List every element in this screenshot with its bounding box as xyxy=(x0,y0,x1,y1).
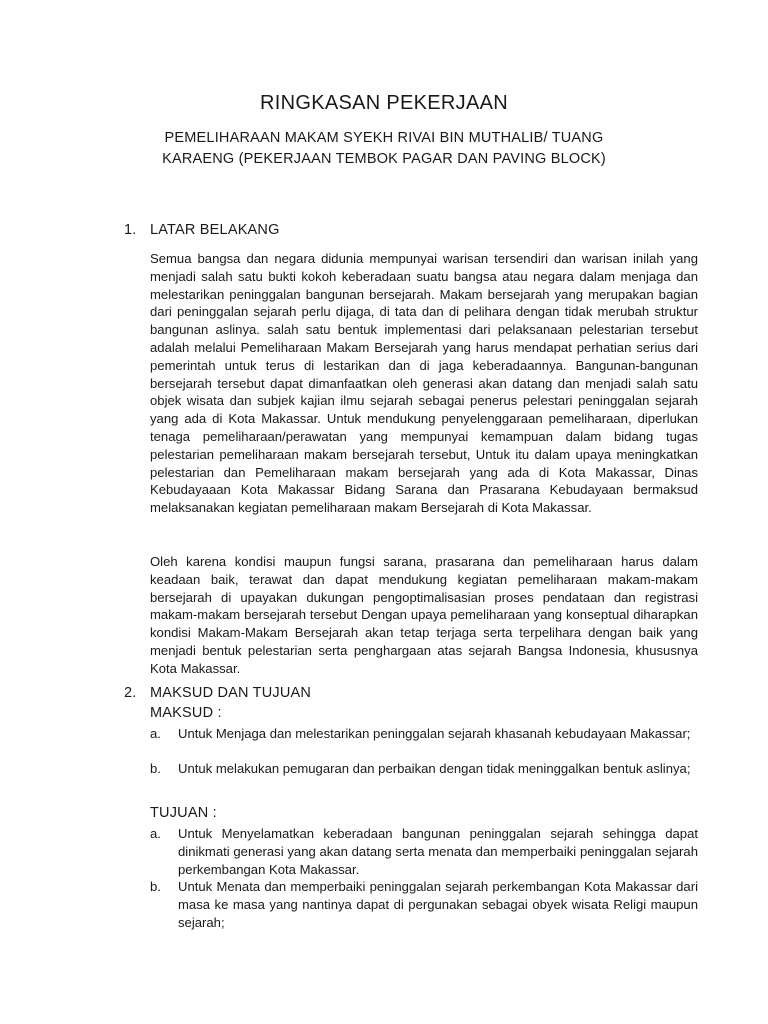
list-marker: b. xyxy=(150,879,161,894)
list-marker: a. xyxy=(150,826,161,841)
maksud-item-b xyxy=(150,760,698,778)
section-1-paragraph-1: Semua bangsa dan negara didunia mempunyai warisan tersendiri dan warisan inilah yang menjadi salah satu bukti kokoh keberadaan suatu bangsa atau negara dalam menjaga dan melestarikan peninggalan bangunan bersejarah. Makam bersejarah yang merupakan bagian dari peninggalan sejarah perlu dijaga, di tata dan di pelihara dengan tidak merubah struktur bangunan aslinya. salah satu bentuk implementasi dari pelaksanaan pelestarian tersebut adalah melalui Pemeliharaan Makam Bersejarah yang harus mendapat perhatian serius dari pemerintah untuk terus di lestarikan dan di jaga keberadaannya. Bangunan-bangunan bersejarah tersebut dapat dimanfaatkan oleh generasi akan datang dan menjadi salah satu objek wisata dan subjek kajian ilmu sejarah sebagai penerus pelestari peninggalan sejarah yang ada di Kota Makassar. Untuk mendukung penyelenggaraan pemeliharaan, diperlukan tenaga pemeliharaan/perawatan yang mempunyai kemampuan dalam bidang tugas pelestarian pemeliharaan makam bersejarah tersebut, Untuk itu dalam upaya meningkatkan pelestarian dan Pemeliharaan makam bersejarah yang ada di Kota Makassar, Dinas Kebudayaaan Kota Makassar Bidang Sarana dan Prasarana Kebudayaan bermaksud melaksanakan kegiatan pemeliharaan makam Bersejarah di Kota Makassar. xyxy=(150,251,698,516)
list-marker: b. xyxy=(150,761,161,776)
section-2-number: 2. xyxy=(124,685,137,701)
list-item-text: Untuk Menata dan memperbaiki peninggalan sejarah perkembangan Kota Makassar dari masa ke masa yang nantinya dapat di pergunakan sebagai obyek wisata Religi maupun sejarah; xyxy=(178,879,698,930)
list-marker: a. xyxy=(150,726,161,741)
document-title: RINGKASAN PEKERJAAN xyxy=(260,92,508,114)
maksud-label: MAKSUD : xyxy=(150,705,222,721)
section-1-number: 1. xyxy=(124,222,137,238)
section-1-paragraph-2: Oleh karena kondisi maupun fungsi sarana, prasarana dan pemeliharaan harus dalam keadaan baik, terawat dan dapat mendukung kegiatan pemeliharaan makam-makam bersejarah di upayakan dukungan pengoptimalisasian proses pendataan dan registrasi makam-makam bersejarah tersebut Dengan upaya pemeliharaan yang konseptual diharapkan kondisi Makam-Makam Bersejarah akan tetap terjaga serta terpelihara dengan baik yang menjadi bentuk pelestarian serta penghargaan atas sejarah Bangsa Indonesia, khususnya Kota Makassar. xyxy=(150,554,698,676)
section-1-title: LATAR BELAKANG xyxy=(150,222,280,238)
list-item-text: Untuk Menjaga dan melestarikan peninggalan sejarah khasanah kebudayaan Makassar; xyxy=(178,726,691,741)
section-2-title: MAKSUD DAN TUJUAN xyxy=(150,685,312,701)
tujuan-item-a xyxy=(150,825,698,878)
maksud-item-a xyxy=(150,725,698,743)
tujuan-item-b xyxy=(150,878,698,931)
document-subtitle: PEMELIHARAAN MAKAM SYEKH RIVAI BIN MUTHALIB/ TUANG KARAENG (PEKERJAAN TEMBOK PAGAR DAN PAVING BLOCK) xyxy=(162,130,606,167)
list-item-text: Untuk Menyelamatkan keberadaan bangunan peninggalan sejarah sehingga dapat dinikmati generasi yang akan datang serta menata dan memperbaiki peninggalan sejarah perkembangan Kota Makassar. xyxy=(178,826,698,877)
list-item-text: Untuk melakukan pemugaran dan perbaikan dengan tidak meninggalkan bentuk aslinya; xyxy=(178,761,691,776)
tujuan-label: TUJUAN : xyxy=(150,805,217,821)
